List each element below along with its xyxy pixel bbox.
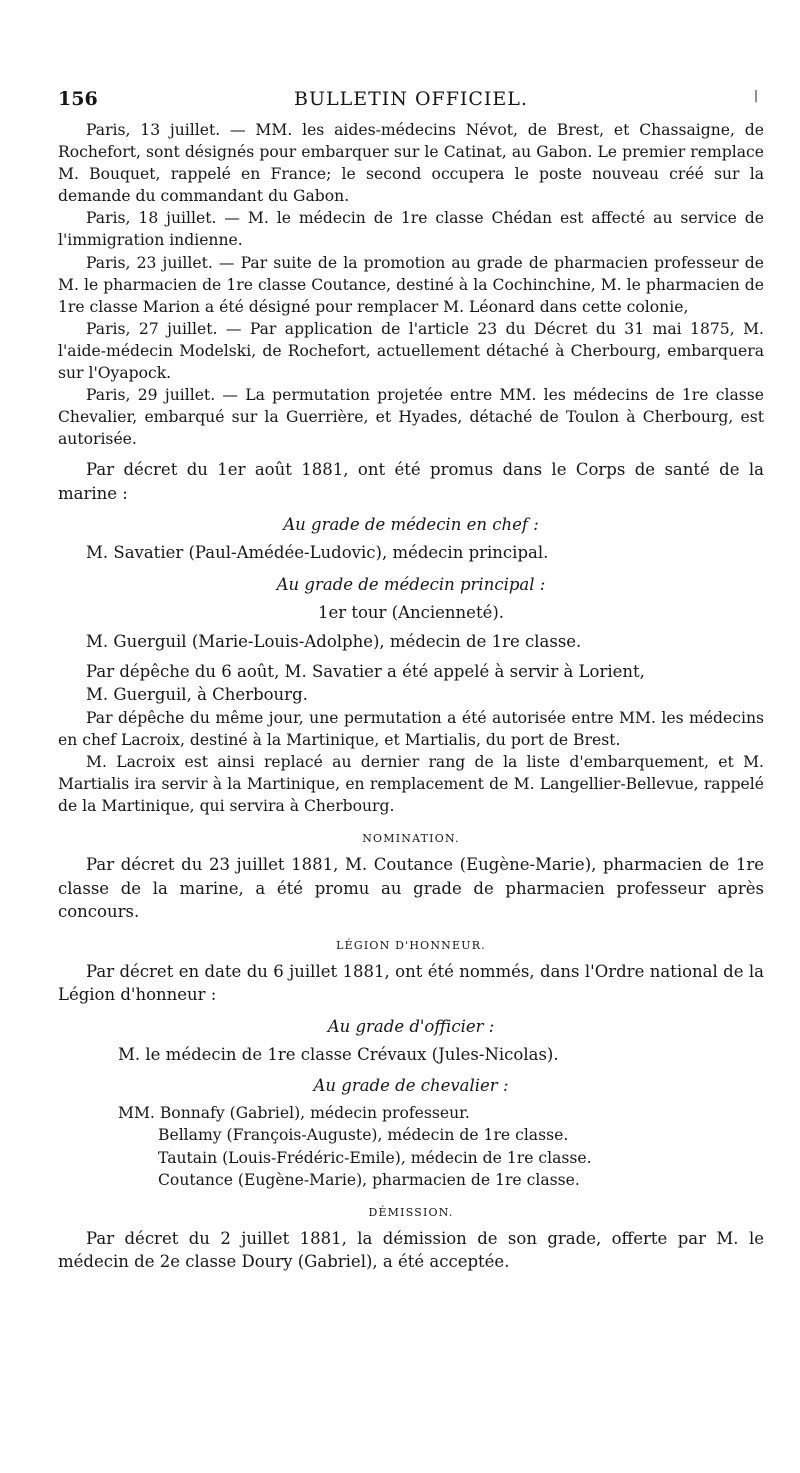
section-title: DÉMISSION. (368, 1205, 454, 1219)
paragraph: Paris, 29 juillet. — La permutation projetée entre MM. les médecins de 1re classe Chevalier, embarqué sur la Guerrière, et Hyades, détaché de Toulon à Cherbourg, est autorisée. (58, 386, 764, 449)
section-title: LÉGION D'HONNEUR. (336, 938, 486, 952)
margin-mark: | (753, 88, 758, 102)
section-subheading: Au grade de chevalier : (313, 1076, 509, 1096)
paragraph: Par décret du 23 juillet 1881, M. Coutance (Eugène-Marie), pharmacien de 1re classe de la marine, a été promu au grade de pharmacien professeur après concours. (58, 855, 764, 922)
paragraph: Par dépêche du 6 août, M. Savatier a été appelé à servir à Lorient, (86, 661, 645, 681)
paragraph: Paris, 23 juillet. — Par suite de la promotion au grade de pharmacien professeur de M. le pharmacien de 1re classe Coutance, destiné à la Cochinchine, M. le pharmacien de 1re classe Marion a été désigné pour remplacer M. Léonard dans cette colonie, (58, 253, 764, 316)
section-subheading: Au grade de médecin principal : (276, 574, 546, 594)
paragraph: M. Lacroix est ainsi replacé au dernier rang de la liste d'embarquement, et M. Martialis ira servir à la Martinique, en remplacement de M. Langellier-Bellevue, rappelé de la Martinique, qui servira à Cherbourg. (58, 753, 764, 816)
document-body (58, 119, 764, 1274)
section-subheading: Au grade d'officier : (327, 1016, 495, 1036)
list-item: Tautain (Louis-Frédéric-Emile), médecin de 1re classe. (158, 1148, 592, 1167)
list-item: Bellamy (François-Auguste), médecin de 1re classe. (158, 1126, 569, 1145)
page-number: 156 (58, 88, 98, 110)
paragraph: Paris, 13 juillet. — MM. les aides-médecins Névot, de Brest, et Chassaigne, de Rochefort, sont désignés pour embarquer sur le Catinat, au Gabon. Le premier remplace M. Bouquet, rappelé en France; le second occupera le poste nouveau créé sur la demande du commandant du Gabon. (58, 121, 764, 206)
paragraph: Par dépêche du même jour, une permutation a été autorisée entre MM. les médecins en chef Lacroix, destiné à la Martinique, et Martialis, du port de Brest. (58, 708, 764, 749)
paragraph: Par décret du 1er août 1881, ont été promus dans le Corps de santé de la marine : (58, 460, 764, 503)
paragraph: Par décret du 2 juillet 1881, la démission de son grade, offerte par M. le médecin de 2e classe Doury (Gabriel), a été acceptée. (58, 1228, 764, 1272)
running-title: BULLETIN OFFICIEL. (294, 88, 528, 110)
section-title: NOMINATION. (362, 832, 460, 846)
list-item: MM. Bonnafy (Gabriel), médecin professeur. (118, 1104, 470, 1123)
list-item: M. le médecin de 1re classe Crévaux (Jules-Nicolas). (118, 1044, 559, 1064)
page-header (58, 88, 764, 114)
paragraph: Par décret en date du 6 juillet 1881, ont été nommés, dans l'Ordre national de la Légion d'honneur : (58, 961, 764, 1005)
list-item: Coutance (Eugène-Marie), pharmacien de 1re classe. (158, 1170, 580, 1189)
subheading-rank: 1er tour (Ancienneté). (317, 602, 505, 622)
list-item: M. Guerguil (Marie-Louis-Adolphe), médecin de 1re classe. (86, 632, 582, 652)
paragraph: M. Guerguil, à Cherbourg. (86, 685, 308, 705)
paragraph: Paris, 18 juillet. — M. le médecin de 1re classe Chédan est affecté au service de l'immigration indienne. (58, 209, 764, 250)
section-subheading: Au grade de médecin en chef : (283, 515, 539, 535)
paragraph: Paris, 27 juillet. — Par application de l'article 23 du Décret du 31 mai 1875, M. l'aide-médecin Modelski, de Rochefort, actuellement détaché à Cherbourg, embarquera sur l'Oyapock. (58, 319, 764, 383)
list-item: M. Savatier (Paul-Amédée-Ludovic), médecin principal. (86, 543, 549, 563)
